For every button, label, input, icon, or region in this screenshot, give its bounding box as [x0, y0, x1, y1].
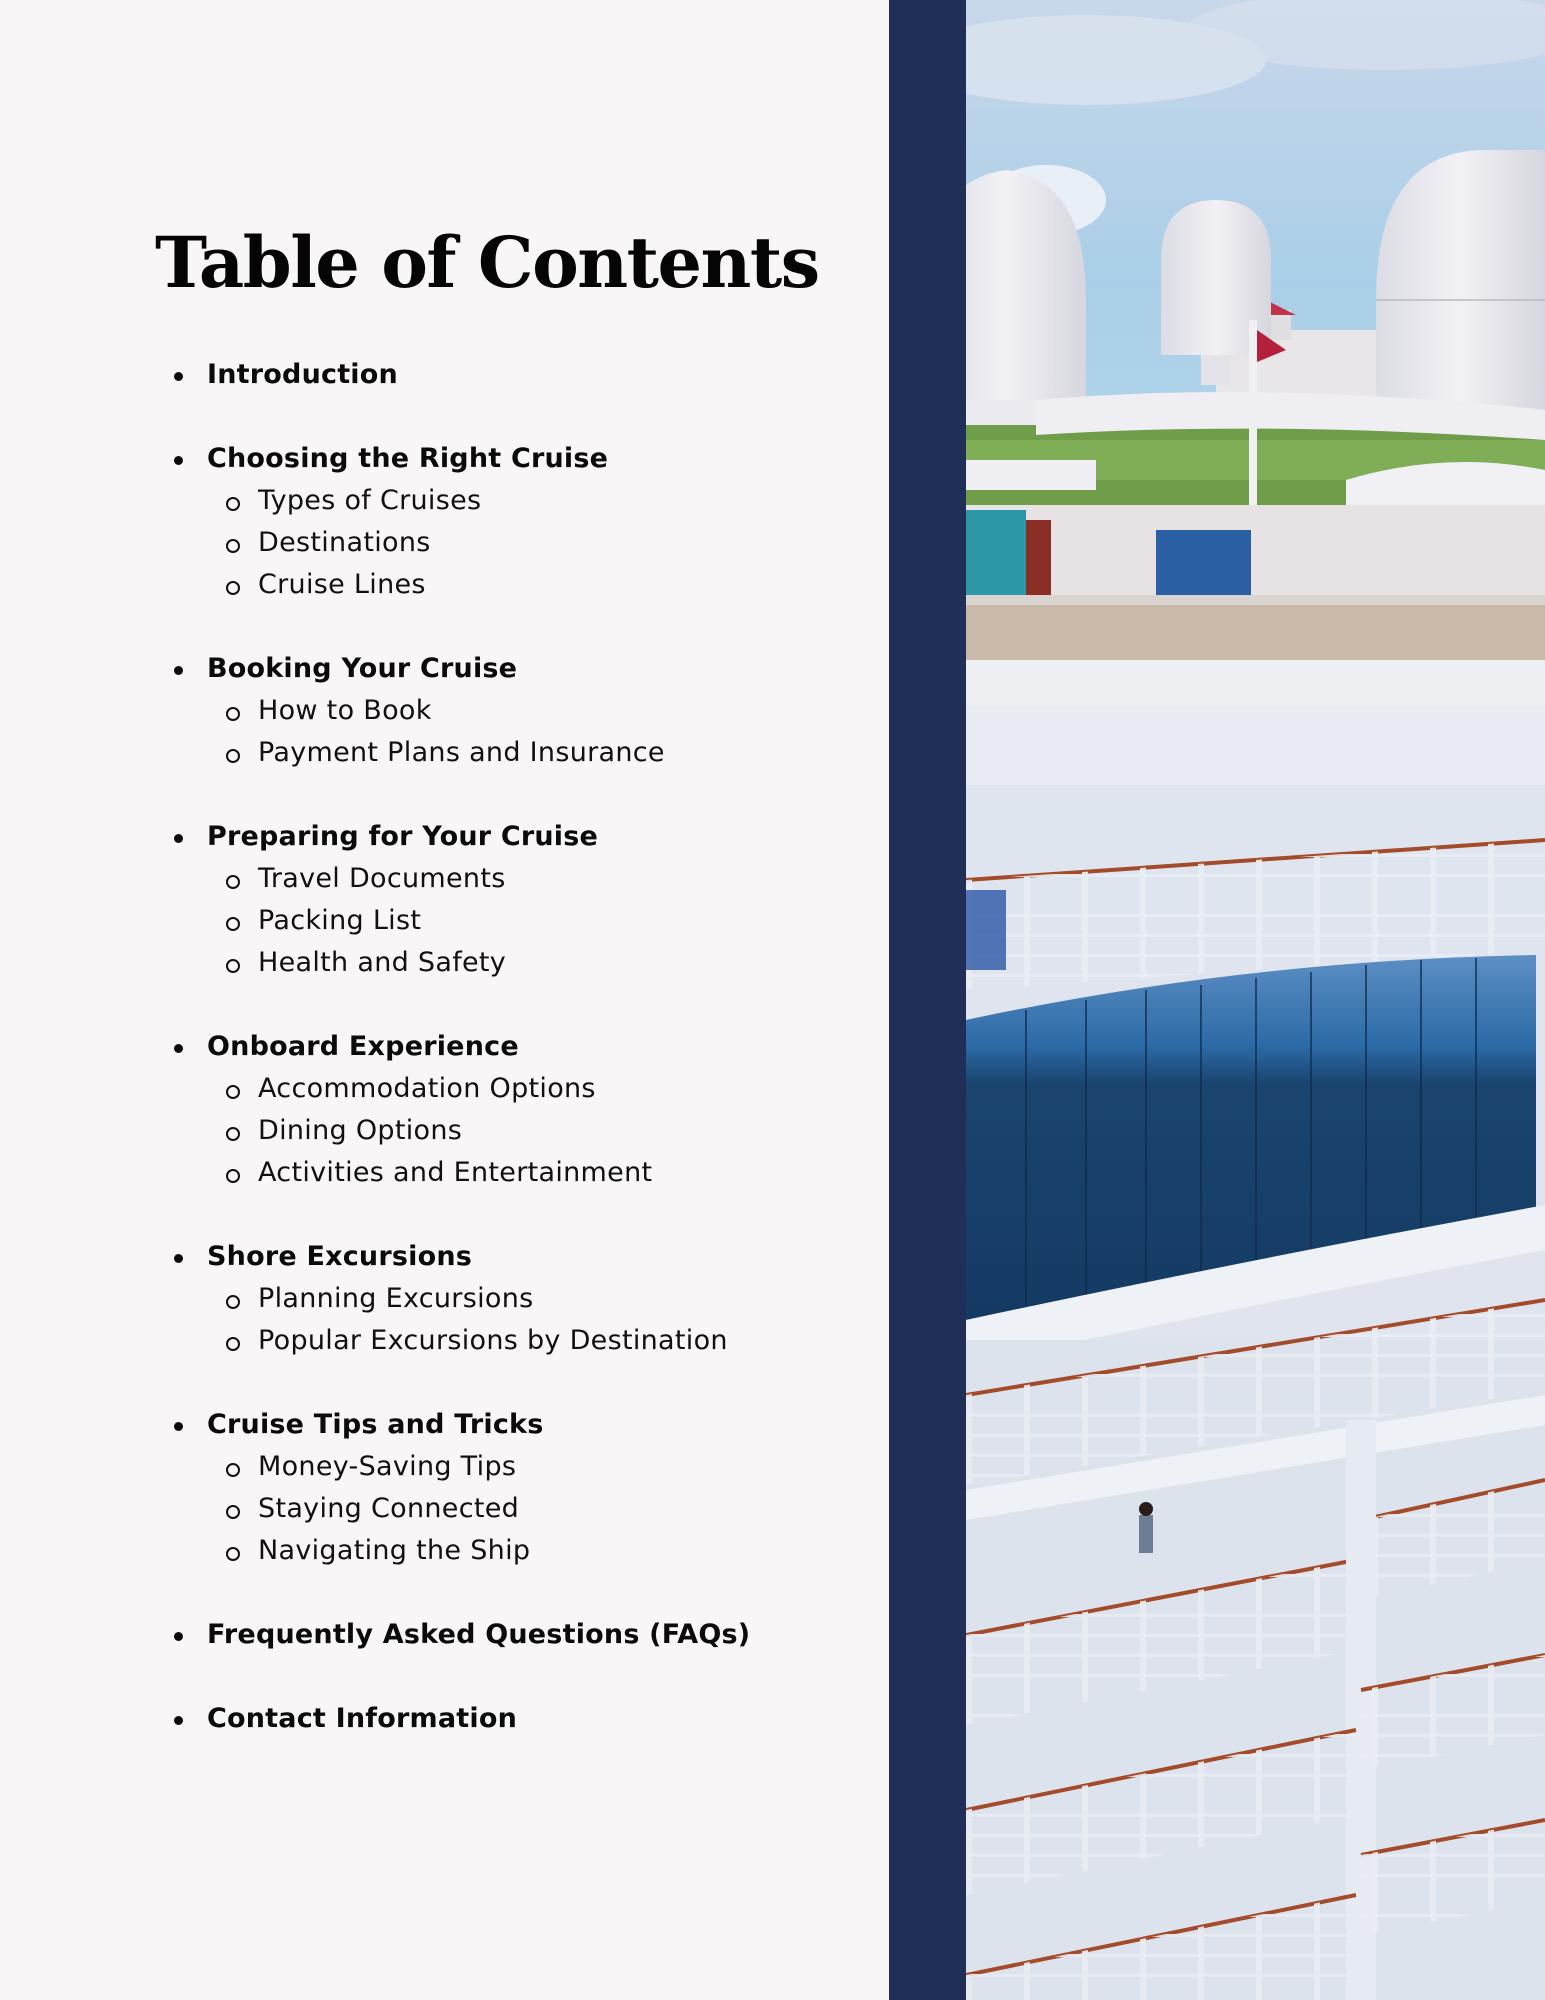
toc-sublink-packing-list[interactable]: Packing List [0, 900, 889, 942]
toc-link-contact-information[interactable]: Contact Information [0, 1698, 889, 1740]
toc-sublist [0, 690, 889, 774]
toc-sublink-planning-excursions[interactable]: Planning Excursions [0, 1278, 889, 1320]
toc-section-contact [0, 1698, 889, 1740]
toc-sublink-payment-plans[interactable]: Payment Plans and Insurance [0, 732, 889, 774]
toc-section-introduction [0, 354, 889, 396]
toc-sublink-dining-options[interactable]: Dining Options [0, 1110, 889, 1152]
toc-section-booking [0, 648, 889, 774]
toc-sublink-popular-excursions[interactable]: Popular Excursions by Destination [0, 1320, 889, 1362]
toc-sublink-staying-connected[interactable]: Staying Connected [0, 1488, 889, 1530]
toc-sublink-activities[interactable]: Activities and Entertainment [0, 1152, 889, 1194]
cruise-ship-photo [966, 0, 1545, 2000]
toc-sublink-cruise-lines[interactable]: Cruise Lines [0, 564, 889, 606]
toc-link-faqs[interactable]: Frequently Asked Questions (FAQs) [0, 1614, 889, 1656]
toc-link-cruise-tips-and-tricks[interactable]: Cruise Tips and Tricks [0, 1404, 889, 1446]
toc-sublink-travel-documents[interactable]: Travel Documents [0, 858, 889, 900]
toc-sublink-money-saving-tips[interactable]: Money-Saving Tips [0, 1446, 889, 1488]
toc-sublist [0, 858, 889, 984]
toc-sublink-navigating-the-ship[interactable]: Navigating the Ship [0, 1530, 889, 1572]
toc-sublist [0, 480, 889, 606]
toc-sublink-health-and-safety[interactable]: Health and Safety [0, 942, 889, 984]
toc-sublink-how-to-book[interactable]: How to Book [0, 690, 889, 732]
toc-link-preparing-for-your-cruise[interactable]: Preparing for Your Cruise [0, 816, 889, 858]
toc-link-booking-your-cruise[interactable]: Booking Your Cruise [0, 648, 889, 690]
toc-link-shore-excursions[interactable]: Shore Excursions [0, 1236, 889, 1278]
toc-section-onboard [0, 1026, 889, 1194]
toc-sublink-types-of-cruises[interactable]: Types of Cruises [0, 480, 889, 522]
toc-sublink-destinations[interactable]: Destinations [0, 522, 889, 564]
toc-list [0, 354, 889, 1782]
toc-section-tips [0, 1404, 889, 1572]
toc-link-choosing-the-right-cruise[interactable]: Choosing the Right Cruise [0, 438, 889, 480]
page-title: Table of Contents [155, 221, 819, 304]
toc-section-choosing [0, 438, 889, 606]
toc-sublist [0, 1446, 889, 1572]
toc-link-onboard-experience[interactable]: Onboard Experience [0, 1026, 889, 1068]
toc-link-introduction[interactable]: Introduction [0, 354, 889, 396]
toc-section-preparing [0, 816, 889, 984]
toc-section-shore [0, 1236, 889, 1362]
toc-sublist [0, 1278, 889, 1362]
navy-accent-stripe [889, 0, 966, 2000]
toc-sublist [0, 1068, 889, 1194]
toc-section-faqs [0, 1614, 889, 1656]
toc-sublink-accommodation-options[interactable]: Accommodation Options [0, 1068, 889, 1110]
